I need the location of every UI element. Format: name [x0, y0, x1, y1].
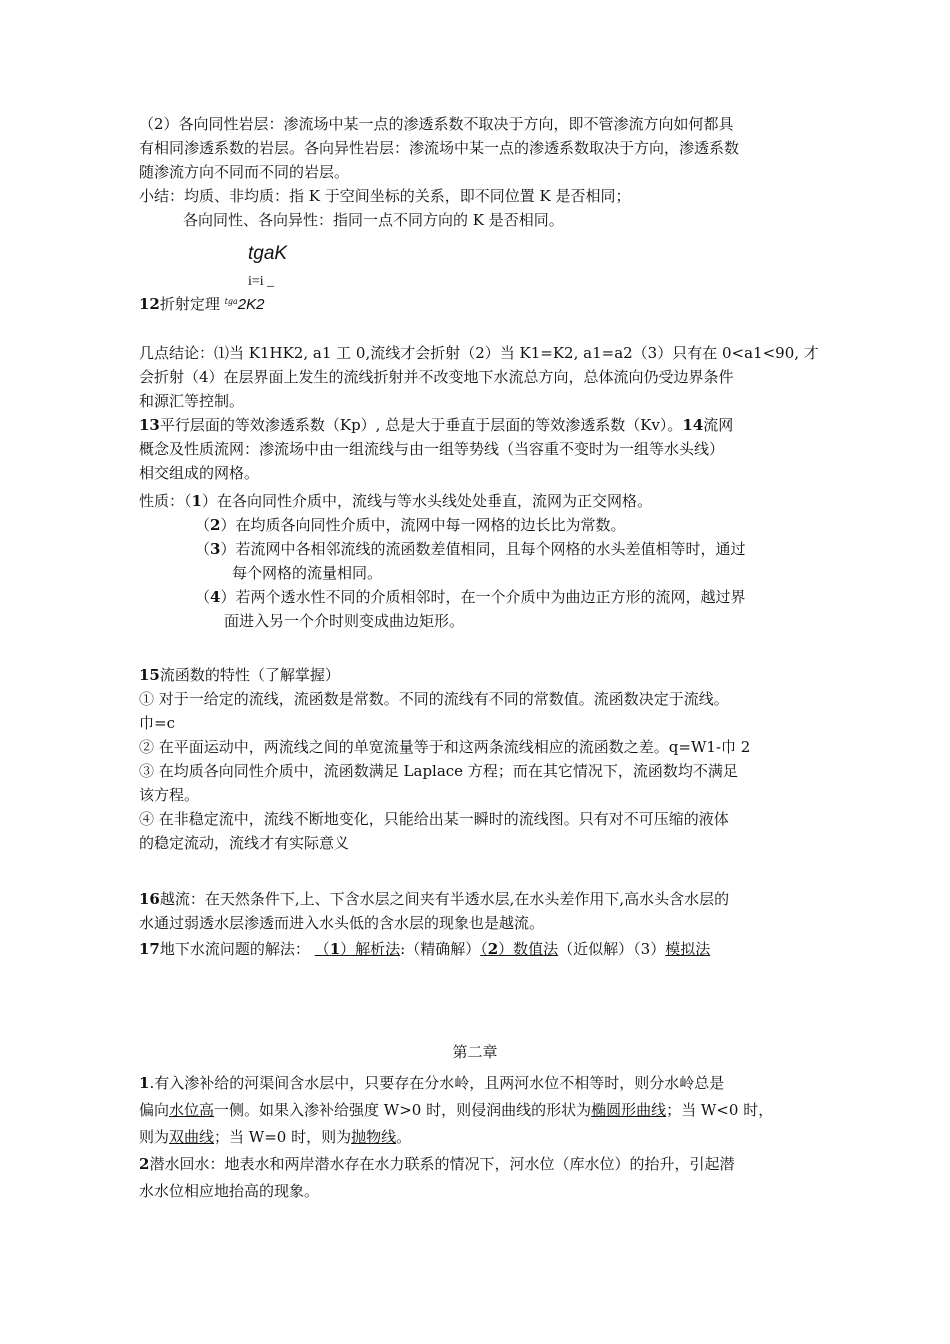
- text-line: 地下水流问题的解法：: [159, 940, 310, 958]
- item-number: 1: [191, 492, 202, 510]
- flow-net-properties: [139, 489, 819, 633]
- section-16: [139, 887, 819, 935]
- section-number: 13: [139, 416, 160, 434]
- text-line: 几点结论：⑴当 K1HK2, a1 工 0,流线才会折射（2）当 K1=K2, a1=a2（3）只有在 0<a1<90, 才: [139, 344, 819, 362]
- method-numerical: （2）数值法: [480, 940, 559, 958]
- text-line: ）若两个透水性不同的介质相邻时，在一个介质中为曲边正方形的流网，越过界: [220, 588, 746, 606]
- text-line: 和源汇等控制。: [139, 392, 245, 410]
- text-line: （近似解）（3）: [558, 940, 666, 958]
- text-line: 的稳定流动，流线才有实际意义: [139, 834, 350, 852]
- text-line: ；当 W<0 时，: [666, 1101, 774, 1119]
- text-line: ① 对于一给定的流线，流函数是常数。不同的流线有不同的常数值。流函数决定于流线。: [139, 690, 729, 708]
- paragraph-isotropy: [139, 112, 819, 232]
- text-line: 相交组成的网格。: [139, 464, 260, 482]
- text-line: .有入渗补给的河渠间含水层中，只要存在分水岭，且两河水位不相等时，则分水岭总是: [149, 1074, 725, 1092]
- item-number: 2: [210, 516, 221, 534]
- method-analytical: （1）解析法: [314, 940, 401, 958]
- text-line: 会折射（4）在层界面上发生的流线折射并不改变地下水流总方向，总体流向仍受边界条件: [139, 368, 734, 386]
- text-line: （: [195, 540, 211, 558]
- item-number: 4: [210, 588, 221, 606]
- section-number: 15: [139, 666, 160, 684]
- section-number: 16: [139, 890, 160, 908]
- section-number: 17: [139, 940, 160, 958]
- text-line: 偏向: [139, 1101, 170, 1119]
- text-line: 该方程。: [139, 786, 200, 804]
- formula-middle: i=i _: [248, 274, 275, 289]
- text-line: 巾=c: [139, 714, 175, 732]
- text-line: :（精确解）: [400, 940, 481, 958]
- text-line: 则为: [139, 1128, 170, 1146]
- formula-superscript: tga: [224, 297, 238, 306]
- text-line: 水通过弱透水层渗透而进入水头低的含水层的现象也是越流。: [139, 914, 545, 932]
- text-line: ）若流网中各相邻流线的流函数差值相同，且每个网格的水头差值相等时，通过: [220, 540, 746, 558]
- item-number: 2: [139, 1155, 150, 1173]
- text-line: ③ 在均质各向同性介质中，流函数满足 Laplace 方程；而在其它情况下，流函数均不满足: [139, 762, 738, 780]
- item-number: 1: [139, 1074, 150, 1092]
- text-line: ）在各向同性介质中，流线与等水头线处处垂直，流网为正交网格。: [201, 492, 652, 510]
- chapter-two-content: [139, 1070, 819, 1205]
- method-simulation: 模拟法: [665, 940, 711, 958]
- section-15: [139, 663, 819, 855]
- underlined-term: 双曲线: [169, 1128, 215, 1146]
- text-line: 越流：在天然条件下,上、下含水层之间夹有半透水层,在水头差作用下,高水头含水层的: [159, 890, 730, 908]
- text-line: 面进入另一个介时则变成曲边矩形。: [224, 612, 465, 630]
- section-title: 折射定理: [159, 295, 220, 313]
- item-number: 3: [210, 540, 221, 558]
- section-title: 流函数的特性（了解掌握）: [159, 666, 340, 684]
- text-line: 水水位相应地抬高的现象。: [139, 1182, 320, 1200]
- text-line: 随渗流方向不同而不同的岩层。: [139, 163, 350, 181]
- text-line: ；当 W=0 时，则为: [214, 1128, 352, 1146]
- refraction-law-heading: [139, 290, 819, 317]
- formula-numerator: tgaK: [248, 243, 288, 264]
- text-line: 有相同渗透系数的岩层。各向异性岩层：渗流场中某一点的渗透系数取决于方向，渗透系数: [139, 139, 740, 157]
- text-line: （: [195, 516, 211, 534]
- text-line: 平行层面的等效渗透系数（Kp）, 总是大于垂直于层面的等效渗透系数（Kv）。: [159, 416, 683, 434]
- section-number: 12: [139, 295, 160, 313]
- chapter-heading: 第二章: [452, 1043, 498, 1061]
- formula-tail: 2K2: [237, 296, 265, 313]
- text-line: 流网: [703, 416, 734, 434]
- text-line: （2）各向同性岩层：渗流场中某一点的渗透系数不取决于方向，即不管渗流方向如何都具: [139, 115, 734, 133]
- text-line: 一侧。如果入渗补给强度 W>0 时，则侵润曲线的形状为: [214, 1101, 592, 1119]
- text-line: 性质：（: [139, 492, 192, 510]
- text-line: 小结：均质、非均质：指 K 于空间坐标的关系，即不同位置 K 是否相同；: [139, 187, 631, 205]
- text-line: 每个网格的流量相同。: [232, 564, 383, 582]
- text-line: 各向同性、各向异性：指同一点不同方向的 K 是否相同。: [183, 211, 564, 229]
- section-17: [139, 937, 819, 961]
- text-line: 概念及性质流网：渗流场中由一组流线与由一组等势线（当容重不变时为一组等水头线）: [139, 440, 725, 458]
- section-number: 14: [682, 416, 704, 434]
- text-line: 。: [396, 1128, 412, 1146]
- text-line: ）在均质各向同性介质中，流网中每一网格的边长比为常数。: [220, 516, 626, 534]
- text-line: ④ 在非稳定流中，流线不断地变化，只能给出某一瞬时的流线图。只有对不可压缩的液体: [139, 810, 729, 828]
- underlined-term: 椭圆形曲线: [591, 1101, 667, 1119]
- text-line: （: [195, 588, 211, 606]
- text-line: 潜水回水：地表水和两岸潜水存在水力联系的情况下，河水位（库水位）的抬升，引起潜: [149, 1155, 735, 1173]
- underlined-term: 抛物线: [351, 1128, 397, 1146]
- underlined-term: 水位高: [169, 1101, 215, 1119]
- paragraph-conclusions: [139, 341, 819, 485]
- text-line: ② 在平面运动中，两流线之间的单宽流量等于和这两条流线相应的流函数之差。q=W1-巾 2: [139, 738, 751, 756]
